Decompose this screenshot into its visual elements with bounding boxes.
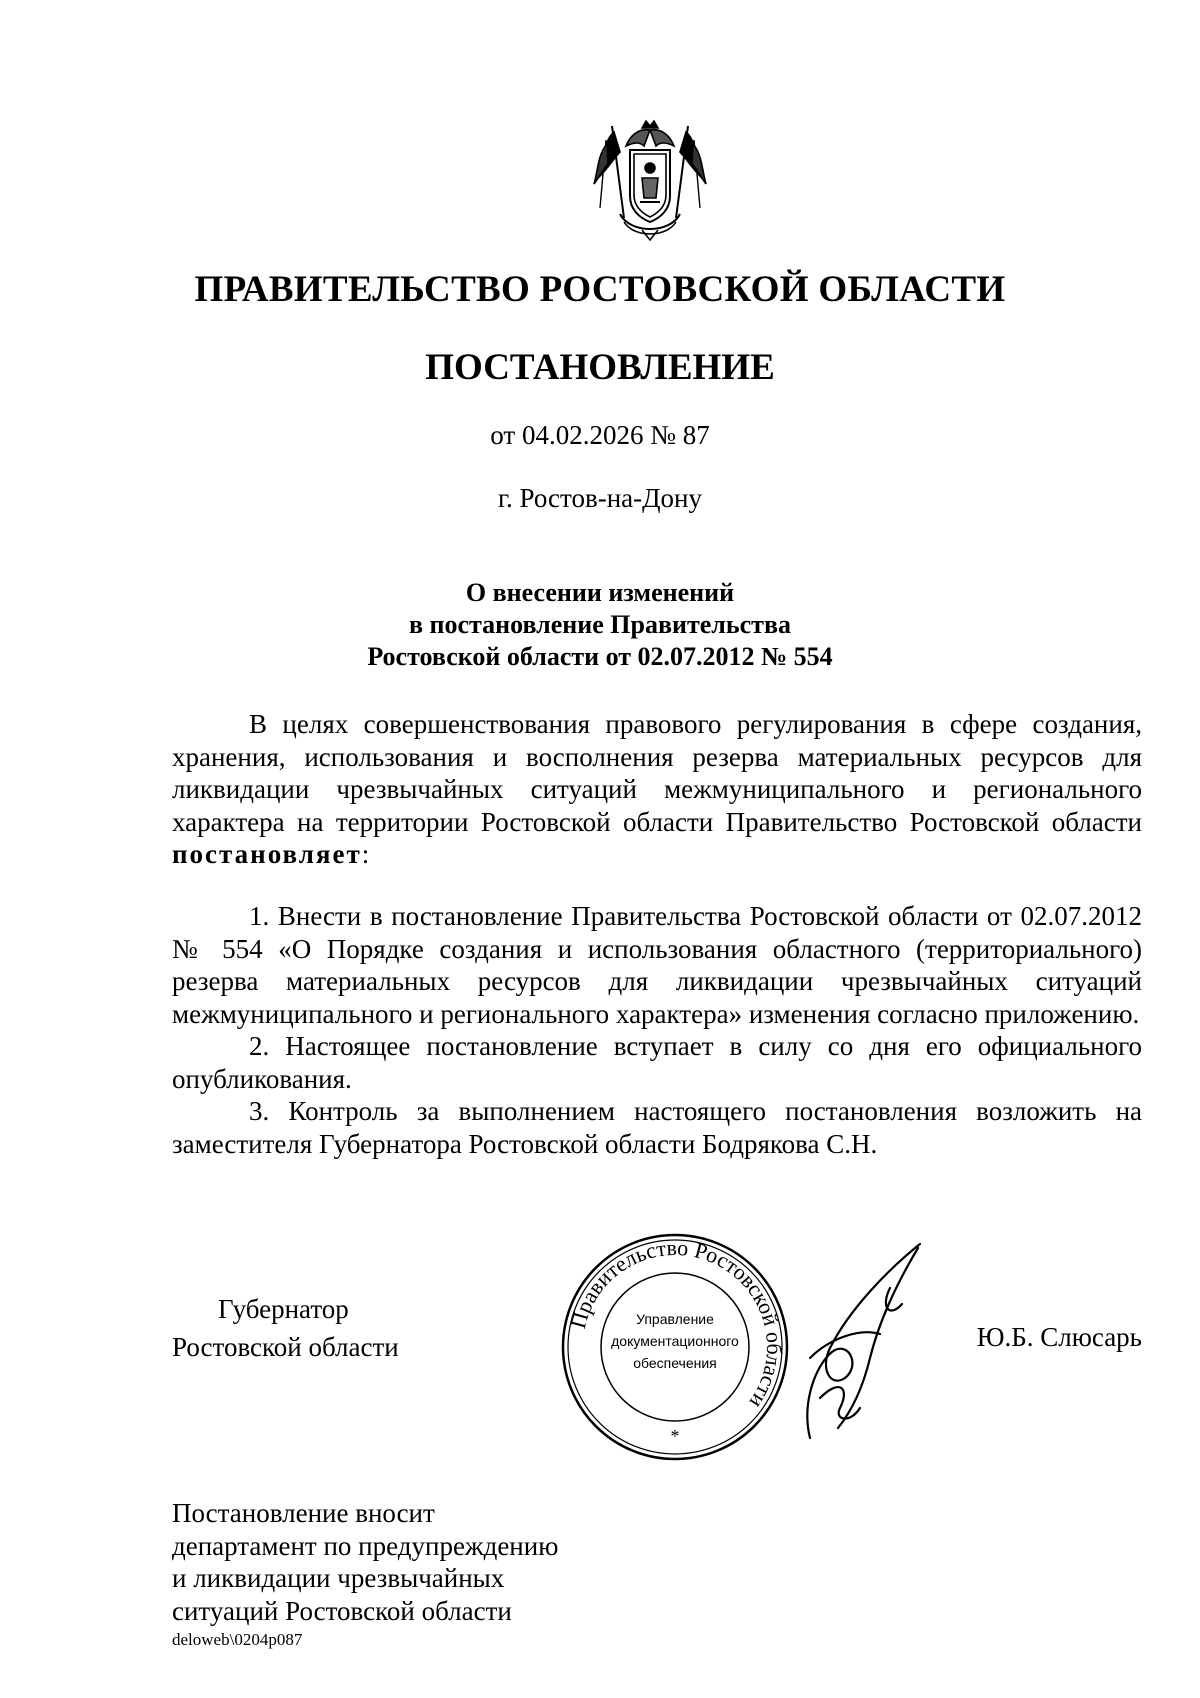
submitter-note [172, 1497, 558, 1627]
seal-ring-text: Правительство Ростовской области [565, 1234, 788, 1414]
preamble-text: В целях совершенствования правового регулирования в сфере создания, хранения, использования и восполнения резерва материальных ресурсов для ликвидации чрезвычайных ситуаций межмуниципального и регионального характера на территории Ростовской области Правительство Ростовской области [172, 709, 1142, 837]
handwritten-signature-icon [790, 1238, 930, 1468]
document-type: ПОСТАНОВЛЕНИЕ [425, 347, 775, 388]
resolution-item-1: 1. Внести в постановление Правительства Ростовской области от 02.07.2012 № 554 «О Порядке создания и использования областного (территориального) резерва материальных ресурсов для ликвидации чрезвычайных ситуаций межмуниципального и регионального характера» изменения согласно приложению. [172, 901, 1142, 1029]
submitter-line: ситуаций Ростовской области [172, 1595, 512, 1626]
seal-center-line: документационного [611, 1333, 739, 1349]
seal-center-line: обеспечения [633, 1355, 717, 1371]
government-title: ПРАВИТЕЛЬСТВО РОСТОВСКОЙ ОБЛАСТИ [194, 269, 1006, 310]
file-reference: deloweb\0204p087 [172, 1630, 303, 1649]
signatory-role-line: Ростовской области [172, 1332, 399, 1362]
coat-of-arms-icon [590, 118, 710, 243]
document-city: г. Ростов-на-Дону [497, 483, 702, 513]
resolution-keyword: постановляет [172, 839, 362, 869]
preamble-punct: : [361, 839, 370, 869]
preamble [172, 708, 1142, 871]
subject-line: в постановление Правительства [408, 610, 791, 639]
seal-center-line: Управление [636, 1311, 714, 1327]
preamble-paragraph [172, 708, 1142, 871]
subject-line: О внесении изменений [465, 578, 735, 607]
submitter-line: и ликвидации чрезвычайных [172, 1563, 505, 1593]
submitter-line: Постановление вносит [172, 1498, 435, 1528]
resolution-item-3: 3. Контроль за выполнением настоящего постановления возложить на заместителя Губернатора Ростовской области Бодрякова С.Н. [172, 1096, 1142, 1159]
seal-star: * [670, 1426, 680, 1446]
resolution-items [172, 900, 1142, 1160]
official-seal-icon [560, 1232, 790, 1462]
subject-line: Ростовской области от 02.07.2012 № 554 [367, 642, 833, 671]
submitter-line: департамент по предупреждению [172, 1530, 559, 1561]
document-subject [0, 577, 1200, 673]
resolution-item-2: 2. Настоящее постановление вступает в силу со дня его официального опубликования. [172, 1031, 1142, 1094]
signatory-name: Ю.Б. Слюсарь [976, 1322, 1142, 1352]
signatory-role-line: Губернатор [218, 1294, 349, 1324]
signatory-role [172, 1290, 399, 1366]
document-date-number: от 04.02.2026 № 87 [490, 420, 710, 450]
